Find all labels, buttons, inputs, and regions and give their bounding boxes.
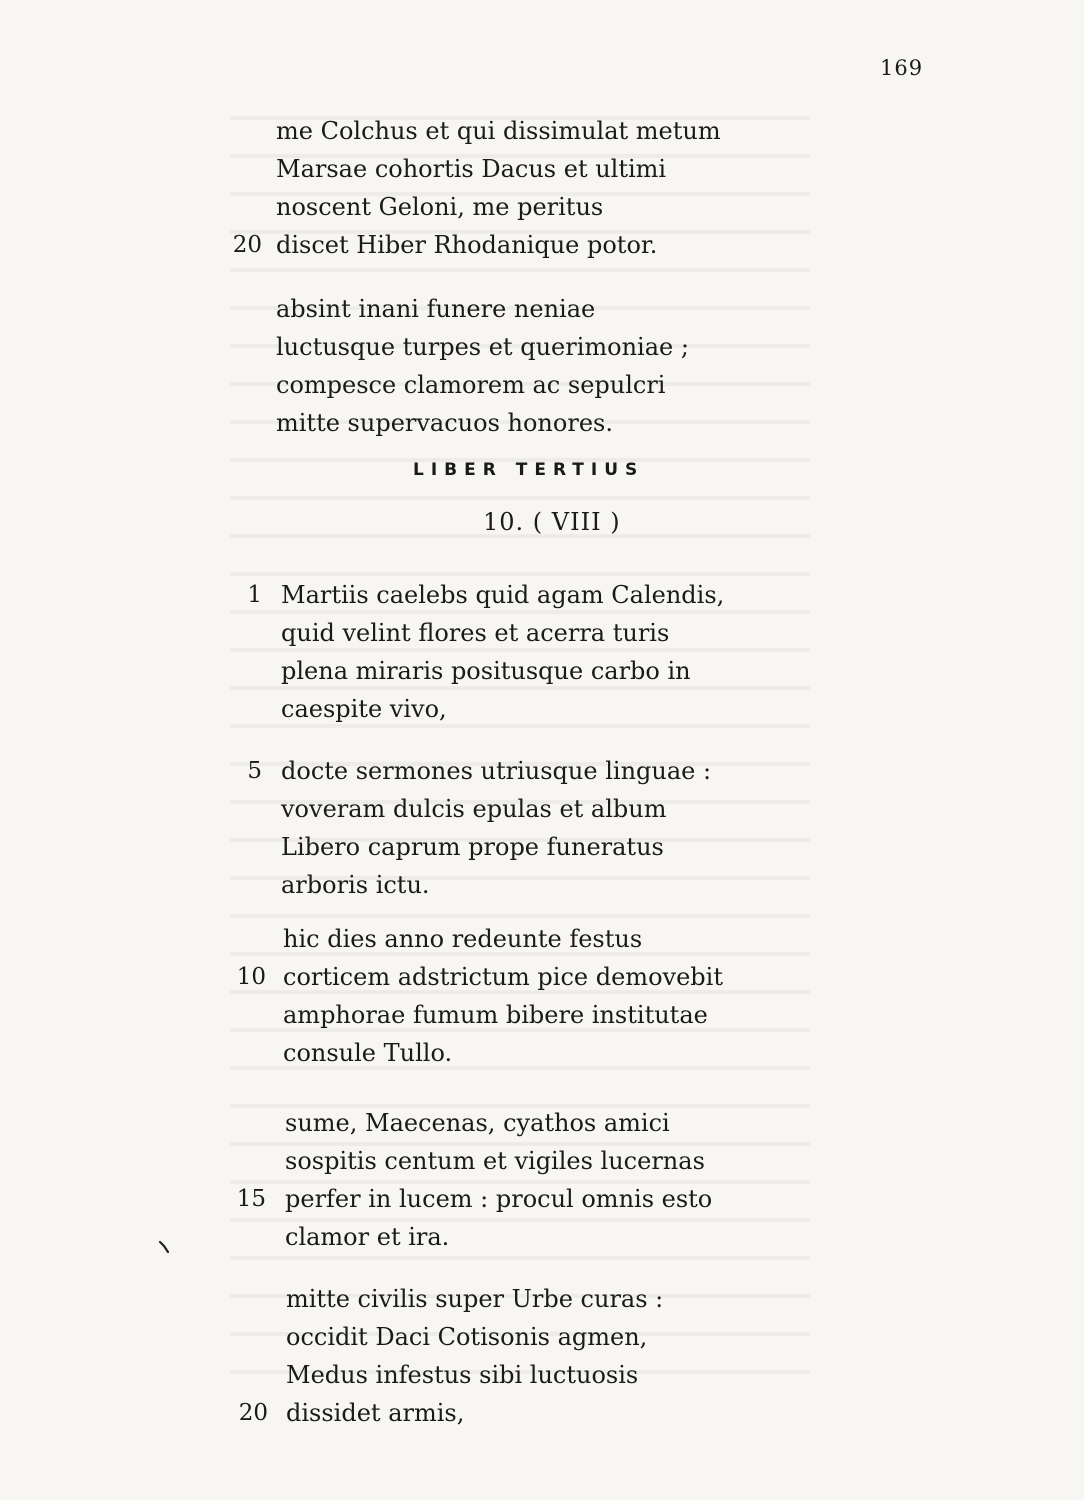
verse-line bbox=[0, 1180, 1084, 1218]
line-number: 5 bbox=[247, 758, 262, 784]
verse-text: corticem adstrictum pice demovebit bbox=[283, 963, 723, 991]
line-number: 20 bbox=[238, 1400, 268, 1426]
verse-line bbox=[0, 958, 1084, 996]
verse-text: occidit Daci Cotisonis agmen, bbox=[286, 1323, 648, 1351]
verse-text: clamor et ira. bbox=[285, 1223, 450, 1251]
verse-text: consule Tullo. bbox=[283, 1039, 453, 1067]
verse-line bbox=[0, 1394, 1084, 1432]
verse-line bbox=[0, 1318, 1084, 1356]
stanza bbox=[0, 576, 1084, 728]
verse-line bbox=[0, 188, 1084, 226]
stanza bbox=[0, 920, 1084, 1072]
verse-line bbox=[0, 752, 1084, 790]
verse-line bbox=[0, 828, 1084, 866]
verse-line bbox=[0, 614, 1084, 652]
verse-line bbox=[0, 1356, 1084, 1394]
stanza bbox=[0, 1280, 1084, 1432]
verse-text: me Colchus et qui dissimulat metum bbox=[276, 117, 721, 145]
verse-text: docte sermones utriusque linguae : bbox=[281, 757, 712, 785]
verse-line bbox=[0, 112, 1084, 150]
verse-text: sospitis centum et vigiles lucernas bbox=[285, 1147, 705, 1175]
verse-text: mitte civilis super Urbe curas : bbox=[286, 1285, 664, 1313]
verse-text: absint inani funere neniae bbox=[276, 295, 596, 323]
stanza bbox=[0, 290, 1084, 442]
verse-line bbox=[0, 996, 1084, 1034]
line-number: 20 bbox=[232, 232, 262, 258]
verse-line bbox=[0, 404, 1084, 442]
verse-text: Marsae cohortis Dacus et ultimi bbox=[276, 155, 667, 183]
line-number: 10 bbox=[236, 964, 266, 990]
verse-text: hic dies anno redeunte festus bbox=[283, 925, 643, 953]
verse-text: perfer in lucem : procul omnis esto bbox=[285, 1185, 713, 1213]
verse-line bbox=[0, 1142, 1084, 1180]
poem-heading: 10. ( VIII ) bbox=[483, 508, 621, 536]
page-number: 169 bbox=[880, 56, 924, 80]
verse-line bbox=[0, 1280, 1084, 1318]
verse-text: Martiis caelebs quid agam Calendis, bbox=[281, 581, 725, 609]
stanza bbox=[0, 1104, 1084, 1256]
stanza bbox=[0, 112, 1084, 264]
verse-text: plena miraris positusque carbo in bbox=[281, 657, 691, 685]
verse-text: noscent Geloni, me peritus bbox=[276, 193, 604, 221]
verse-text: dissidet armis, bbox=[286, 1399, 465, 1427]
verse-text: discet Hiber Rhodanique potor. bbox=[276, 231, 658, 259]
verse-text: amphorae fumum bibere institutae bbox=[283, 1001, 708, 1029]
verse-text: arboris ictu. bbox=[281, 871, 430, 899]
verse-line bbox=[0, 1034, 1084, 1072]
verse-line bbox=[0, 920, 1084, 958]
verse-line bbox=[0, 576, 1084, 614]
verse-line bbox=[0, 790, 1084, 828]
verse-text: Medus infestus sibi luctuosis bbox=[286, 1361, 639, 1389]
verse-line bbox=[0, 1104, 1084, 1142]
verse-line bbox=[0, 290, 1084, 328]
line-number: 1 bbox=[247, 582, 262, 608]
verse-text: voveram dulcis epulas et album bbox=[281, 795, 667, 823]
verse-line bbox=[0, 690, 1084, 728]
book-heading: LIBER TERTIUS bbox=[413, 460, 645, 480]
line-number: 15 bbox=[236, 1186, 266, 1212]
stanza bbox=[0, 752, 1084, 904]
verse-line bbox=[0, 328, 1084, 366]
verse-text: quid velint flores et acerra turis bbox=[281, 619, 670, 647]
verse-line bbox=[0, 226, 1084, 264]
verse-line bbox=[0, 866, 1084, 904]
verse-text: caespite vivo, bbox=[281, 695, 447, 723]
verse-text: luctusque turpes et querimoniae ; bbox=[276, 333, 689, 361]
verse-text: Libero caprum prope funeratus bbox=[281, 833, 664, 861]
ink-speck bbox=[158, 1240, 170, 1254]
verse-text: mitte supervacuos honores. bbox=[276, 409, 613, 437]
verse-line bbox=[0, 366, 1084, 404]
verse-text: sume, Maecenas, cyathos amici bbox=[285, 1109, 670, 1137]
verse-line bbox=[0, 150, 1084, 188]
verse-text: compesce clamorem ac sepulcri bbox=[276, 371, 666, 399]
verse-line bbox=[0, 652, 1084, 690]
